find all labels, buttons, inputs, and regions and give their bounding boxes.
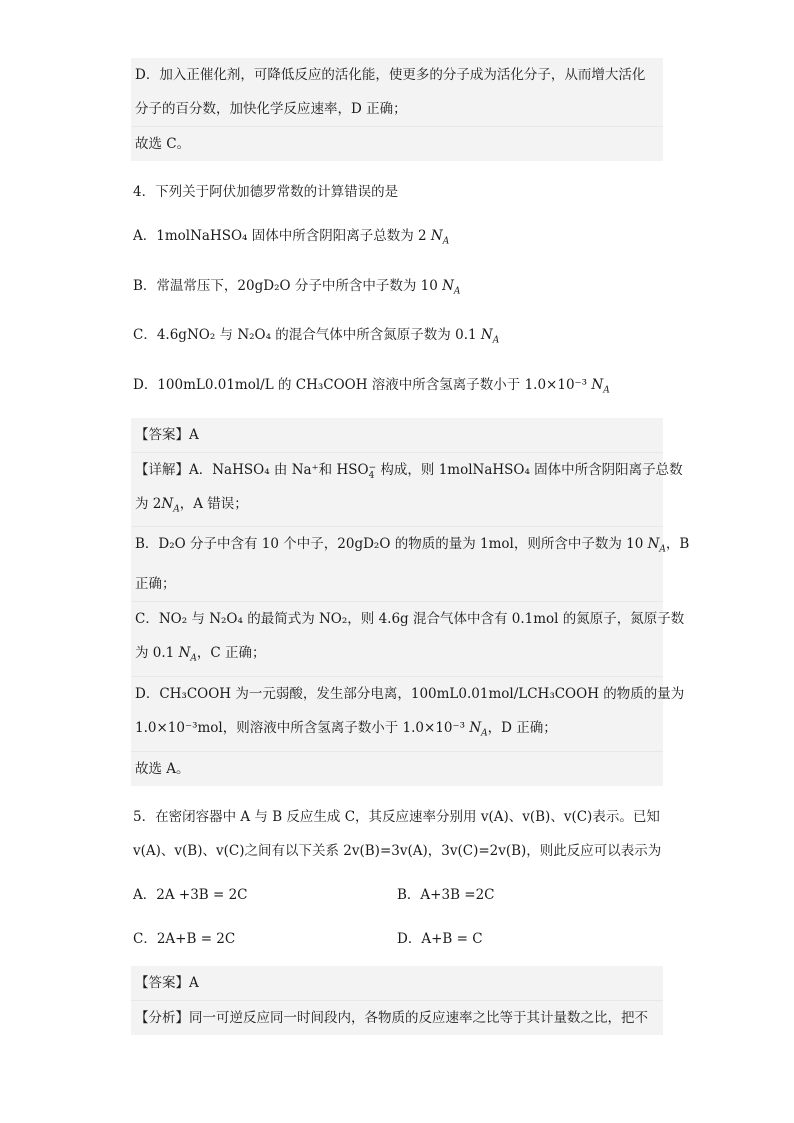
question-5-option-b: B．A+3B =2C (397, 886, 495, 903)
detail-line-c2: 为 0.1 $N_A$，C 正确； (135, 645, 266, 664)
answer-label: 【答案】A (135, 426, 199, 443)
answer-label: 【答案】A (135, 974, 199, 991)
detail-line-b2: 正确； (135, 576, 176, 593)
question-4-option-d: D．100mL0.01mol/L 的 CH₃COOH 溶液中所含氢离子数小于 1.0×10⁻³ $N_A$ (133, 377, 610, 396)
question-5-options-row2 (131, 922, 663, 956)
detail-line-a2: 为 $2N_A$，A 错误； (135, 495, 248, 515)
analysis-line: 【分析】同一可逆反应同一时间段内，各物质的反应速率之比等于其计量数之比，把不 (131, 1000, 663, 1035)
question-4-option-a: A．1molNaHSO₄ 固体中所含阴阳离子总数为 2 $N_A$ (133, 228, 450, 247)
question-5-option-d: D．A+B = C (397, 930, 483, 947)
previous-solution-block (131, 58, 663, 161)
question-5-option-c: C．2A+B = 2C (133, 930, 236, 947)
solution-conclusion: 故选 C。 (131, 126, 663, 161)
detail-line-b1: B．D₂O 分子中含有 10 个中子，20gD₂O 的物质的量为 1mol，则所含中子数为 10 $N_A$，B (131, 526, 663, 567)
detail-line-c1: C．NO₂ 与 N₂O₄ 的最简式为 NO₂，则 4.6g 混合气体中含有 0.1mol 的氮原子，氮原子数 (131, 601, 663, 636)
question-5-option-a: A．2A +3B = 2C (133, 886, 248, 903)
document-page (131, 58, 690, 1035)
question-5-answer-block (131, 966, 663, 1035)
question-4-answer-block (131, 418, 690, 786)
question-5-options-row1 (131, 878, 663, 912)
question-5-stem-line1: 5．在密闭容器中 A 与 B 反应生成 C，其反应速率分别用 v(A)、v(B)、v(C)表示。已知 (133, 808, 660, 825)
detail-line-a1: 【详解】A．NaHSO₄ 由 Na⁺和 HSO− 4 构成，则 1molNaHSO₄ 固体中所含阴阳离子总数 (131, 452, 663, 487)
solution-line: 分子的百分数，加快化学反应速率，D 正确； (135, 101, 407, 117)
detail-conclusion: 故选 A。 (131, 751, 663, 786)
detail-line-d1: D．CH₃COOH 为一元弱酸，发生部分电离，100mL0.01mol/LCH₃COOH 的物质的量为 (131, 676, 663, 711)
detail-line-d2: 1.0×10⁻³mol，则溶液中所含氢离子数小于 1.0×10⁻³ $N_A$，D 正确； (135, 719, 557, 739)
question-5-stem-line2: v(A)、v(B)、v(C)之间有以下关系 2v(B)=3v(A)，3v(C)=2v(B)，则此反应可以表示为 (133, 842, 662, 859)
question-4-option-b: B．常温常压下，20gD₂O 分子中所含中子数为 10 $N_A$ (133, 277, 461, 297)
question-4-option-c: C．4.6gNO₂ 与 N₂O₄ 的混合气体中所含氮原子数为 0.1 $N_A$ (133, 327, 500, 347)
question-4-stem: 4．下列关于阿伏加德罗常数的计算错误的是 (133, 184, 399, 200)
solution-line: D．加入正催化剂，可降低反应的活化能，使更多的分子成为活化分子，从而增大活化 (135, 67, 646, 83)
